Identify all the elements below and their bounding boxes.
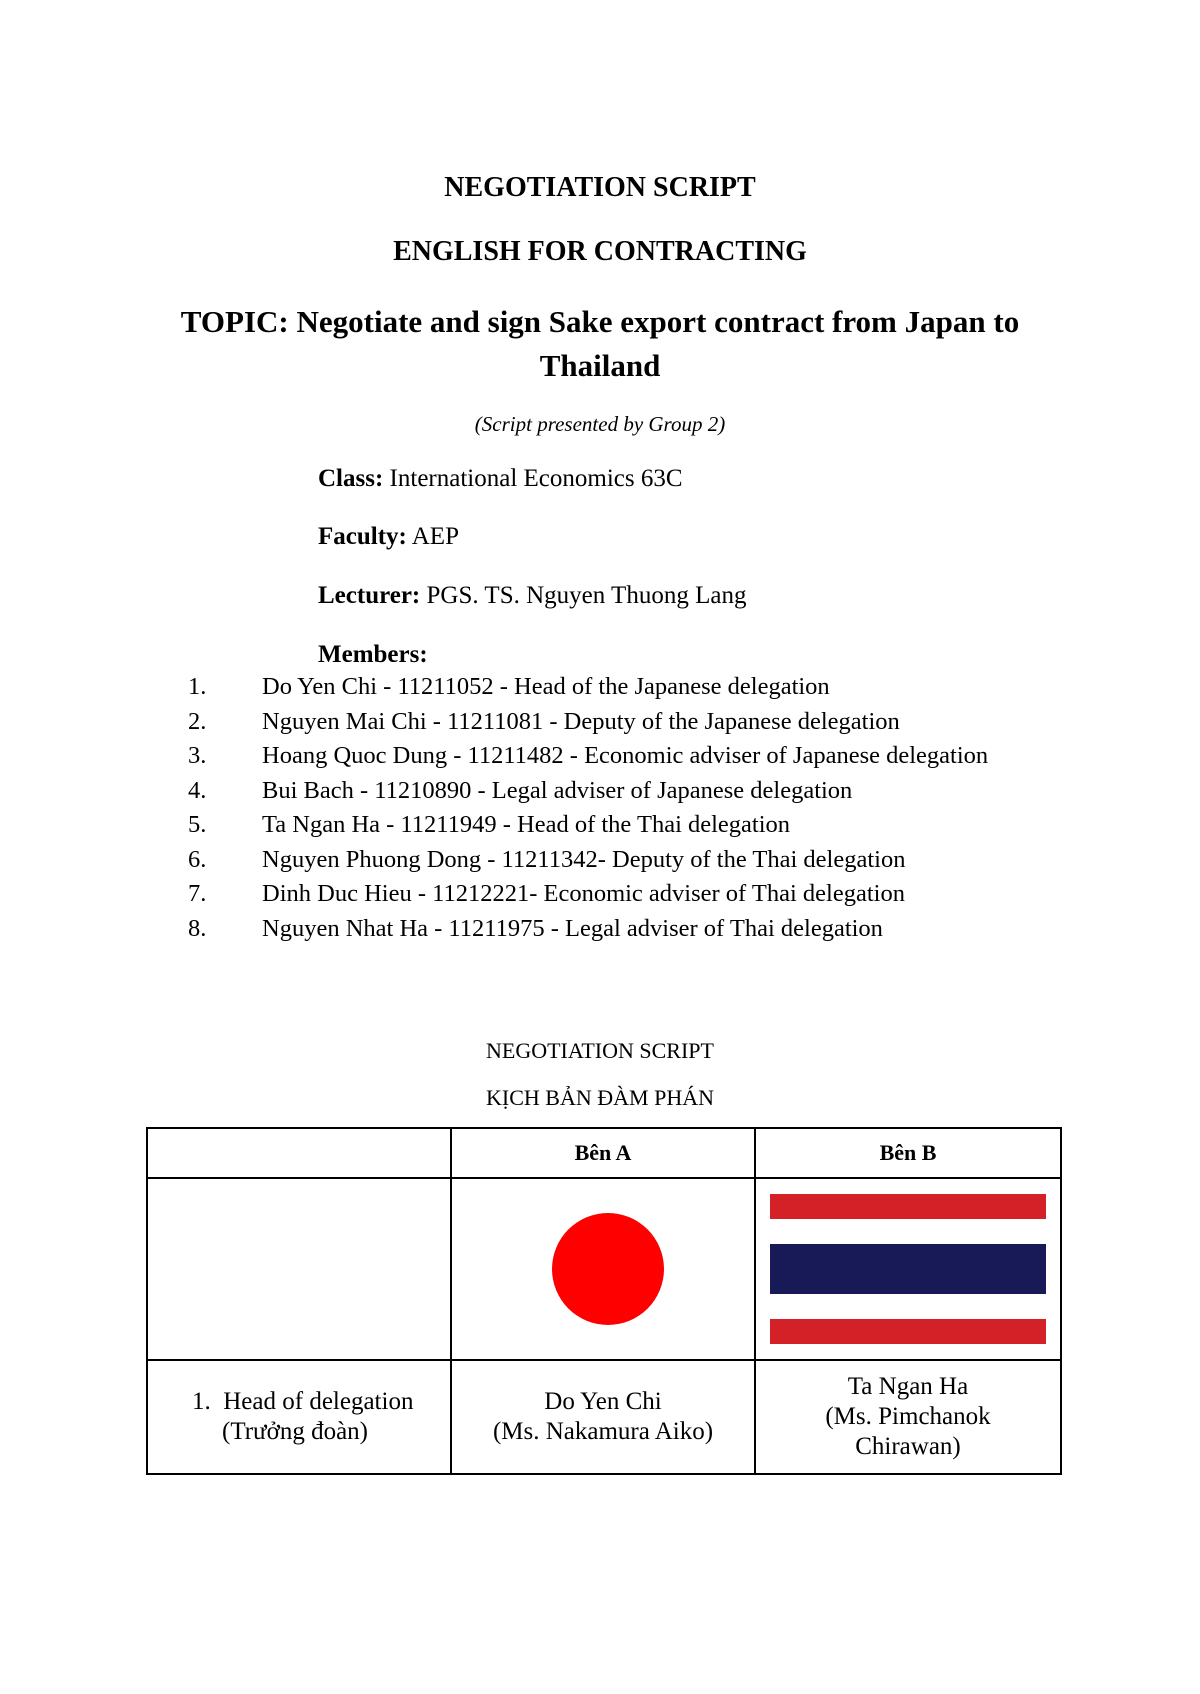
member-number: 1.	[188, 673, 207, 700]
role-line	[192, 1387, 450, 1417]
lecturer-value: PGS. TS. Nguyen Thuong Lang	[420, 582, 747, 609]
japan-sun-disc	[552, 1213, 664, 1325]
topic-text: TOPIC: Negotiate and sign Sake export contract from Japan to Thailand	[180, 304, 1020, 383]
subtitle: (Script presented by Group 2)	[474, 412, 726, 436]
party-b-alias-line-1: (Ms. Pimchanok	[825, 1403, 991, 1430]
member-number: 8.	[188, 914, 207, 942]
member-text: Dinh Duc Hieu - 11212221- Economic adviser of Thai delegation	[262, 880, 905, 907]
member-number: 7.	[188, 880, 207, 907]
member-text: Nguyen Nhat Ha - 11211975 - Legal adviser of Thai delegation	[262, 914, 883, 942]
flag-thailand-icon	[770, 1194, 1046, 1344]
thai-stripe-red	[770, 1194, 1046, 1219]
members-list	[0, 673, 1200, 949]
flag-cell-empty	[147, 1178, 451, 1360]
faculty-info	[318, 523, 459, 551]
topic-heading	[0, 300, 1200, 388]
thai-stripe-red	[770, 1319, 1046, 1344]
delegation-table	[146, 1127, 1062, 1475]
table-row	[147, 1360, 1061, 1474]
thai-stripe-white	[770, 1294, 1046, 1319]
member-text: Nguyen Mai Chi - 11211081 - Deputy of the Japanese delegation	[262, 707, 900, 735]
course-title: ENGLISH FOR CONTRACTING	[393, 236, 807, 267]
role-cell	[147, 1360, 451, 1474]
member-text: Do Yen Chi - 11211052 - Head of the Japanese delegation	[262, 673, 830, 700]
lecturer-label: Lecturer:	[318, 582, 421, 609]
list-item	[0, 742, 1200, 777]
members-label: Members:	[318, 641, 428, 668]
party-a-name: Do Yen Chi	[544, 1388, 662, 1415]
table-header-row	[147, 1128, 1061, 1178]
member-number: 2.	[188, 707, 207, 735]
member-text: Ta Ngan Ha - 11211949 - Head of the Thai delegation	[262, 811, 791, 838]
list-item	[0, 708, 1200, 743]
header-cell-empty	[147, 1128, 451, 1178]
flag-cell-party-b	[755, 1178, 1061, 1360]
member-number: 3.	[188, 742, 207, 769]
flag-cell-party-a	[451, 1178, 755, 1360]
member-text: Nguyen Phuong Dong - 11211342- Deputy of the Thai delegation	[262, 845, 906, 873]
list-item	[0, 880, 1200, 915]
thai-stripe-blue	[770, 1244, 1046, 1294]
party-a-cell	[451, 1360, 755, 1474]
party-b-alias-line-2: Chirawan)	[855, 1433, 961, 1460]
lecturer-info	[318, 582, 746, 610]
class-info	[318, 465, 683, 493]
role-title-vi: (Trưởng đoàn)	[222, 1418, 368, 1445]
table-flag-row	[147, 1178, 1061, 1360]
member-number: 5.	[188, 811, 207, 838]
member-text: Hoang Quoc Dung - 11211482 - Economic adviser of Japanese delegation	[262, 742, 989, 769]
role-title: Head of delegation	[223, 1388, 414, 1415]
member-number: 4.	[188, 776, 207, 804]
list-item	[0, 811, 1200, 846]
faculty-value: AEP	[406, 523, 459, 550]
section-title: NEGOTIATION SCRIPT	[486, 1038, 714, 1063]
section-title-vi: KỊCH BẢN ĐÀM PHÁN	[486, 1085, 714, 1110]
faculty-label: Faculty:	[318, 523, 407, 550]
class-value: International Economics 63C	[383, 465, 683, 492]
header-cell-party-b: Bên B	[755, 1128, 1061, 1178]
party-a-alias: (Ms. Nakamura Aiko)	[492, 1418, 714, 1445]
list-item	[0, 673, 1200, 708]
role-number: 1.	[192, 1388, 211, 1415]
member-text: Bui Bach - 11210890 - Legal adviser of Japanese delegation	[262, 776, 853, 804]
document-title: NEGOTIATION SCRIPT	[444, 172, 756, 203]
member-number: 6.	[188, 845, 207, 873]
party-b-name: Ta Ngan Ha	[847, 1373, 969, 1400]
thai-stripe-white	[770, 1219, 1046, 1244]
header-cell-party-a: Bên A	[451, 1128, 755, 1178]
flag-japan-icon	[463, 1189, 743, 1349]
list-item	[0, 777, 1200, 812]
list-item	[0, 846, 1200, 881]
list-item	[0, 915, 1200, 950]
party-b-cell	[755, 1360, 1061, 1474]
class-label: Class:	[318, 465, 384, 492]
